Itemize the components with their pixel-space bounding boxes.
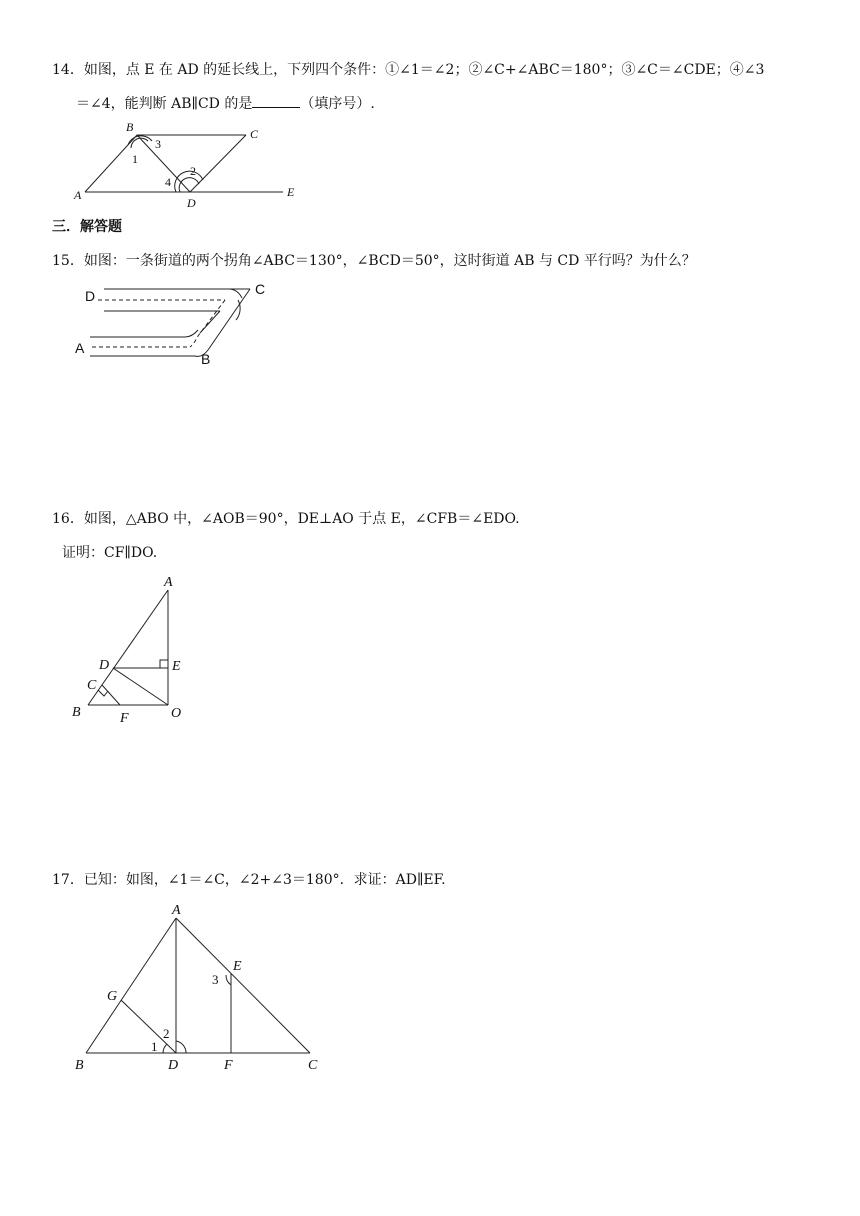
q16-label-F: F [120, 711, 129, 726]
q14-angle-4: 4 [165, 175, 171, 189]
q17-label-D: D [168, 1058, 179, 1073]
q16-label-D: D [99, 658, 110, 673]
q15-text: 15．如图：一条街道的两个拐角∠ABC＝130°，∠BCD＝50°，这时街道 AB 与 CD 平行吗？为什么？ [52, 253, 696, 269]
q15-label-B: B [201, 351, 211, 367]
q14-label-B: B [126, 120, 134, 134]
q17-text: 17．已知：如图，∠1＝∠C，∠2+∠3＝180°．求证：AD∥EF. [52, 872, 446, 888]
q14-label-D: D [187, 196, 196, 210]
q14-text-line1: 14．如图，点 E 在 AD 的延长线上，下列四个条件：①∠1＝∠2；②∠C+∠ABC＝180°；③∠C＝∠CDE；④∠3 [52, 62, 765, 78]
q14-text-line2-pre: ＝∠4，能判断 AB∥CD 的是 [76, 96, 253, 112]
q16-label-E: E [172, 659, 181, 674]
q17-label-F: F [224, 1058, 233, 1073]
q17-label-C: C [308, 1058, 318, 1073]
q14-label-E: E [287, 185, 295, 199]
q16-label-A: A [164, 575, 173, 590]
q16-label-B: B [72, 705, 81, 720]
q17-label-G: G [107, 989, 118, 1004]
q16-label-O: O [171, 706, 182, 721]
q17-label-B: B [75, 1058, 84, 1073]
q16-text: 16．如图，△ABO 中，∠AOB＝90°，DE⊥AO 于点 E，∠CFB＝∠EDO. [52, 511, 520, 527]
q14-label-A: A [74, 188, 82, 202]
q14-angle-3: 3 [155, 137, 161, 151]
q14-angle-1: 1 [132, 152, 138, 166]
q16-proof: 证明：CF∥DO. [62, 545, 158, 561]
q14-angle-2: 2 [190, 164, 196, 178]
q15-label-D: D [85, 288, 96, 304]
q17-label-E: E [233, 959, 242, 974]
q17-angle-2: 2 [163, 1026, 170, 1041]
q14-text-line2-post: （填序号）. [300, 96, 375, 112]
q14-label-C: C [250, 127, 259, 141]
q17-label-A: A [172, 903, 181, 918]
q15-label-C: C [255, 281, 266, 297]
q17-angle-1: 1 [151, 1039, 158, 1054]
section-heading: 三．解答题 [52, 219, 122, 235]
q16-label-C: C [87, 678, 97, 693]
q15-label-A: A [75, 340, 85, 356]
q17-angle-3: 3 [212, 972, 219, 987]
